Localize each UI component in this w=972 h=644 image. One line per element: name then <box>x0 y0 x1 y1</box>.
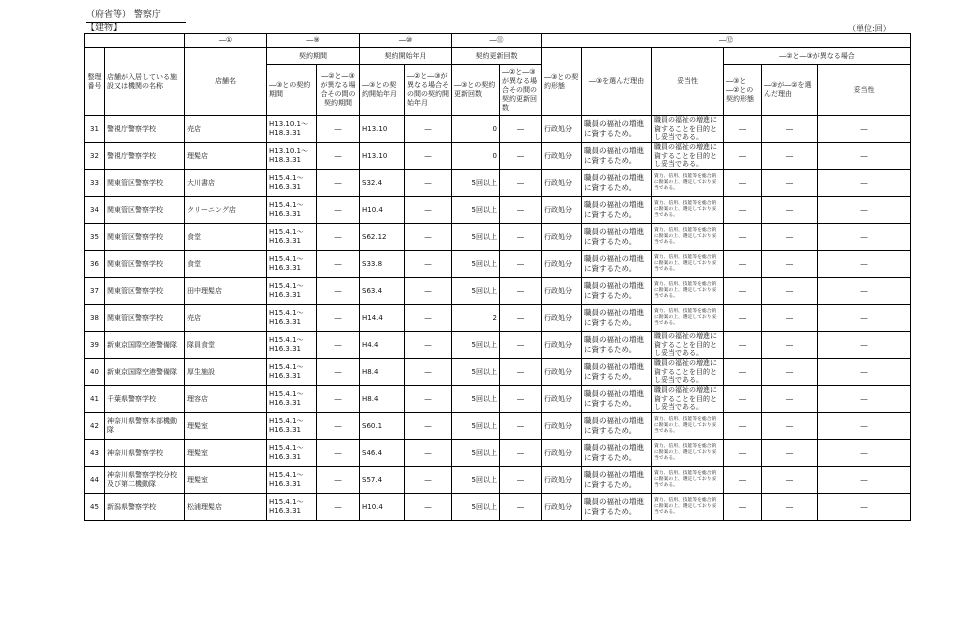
cell-diff-form: ― <box>724 386 762 413</box>
cell-diff-form: ― <box>724 359 762 386</box>
cell-period-b: ― <box>317 170 360 197</box>
cell-diff-validity: ― <box>818 170 911 197</box>
cell-start: H14.4 <box>360 305 405 332</box>
cell-form: 行政処分 <box>542 170 582 197</box>
cell-reason: 職員の福祉の増進に資するため。 <box>582 413 652 440</box>
table-row <box>85 278 911 305</box>
cell-store: クリーニング店 <box>185 197 267 224</box>
cell-facility: 新潟県警察学校 <box>105 494 185 521</box>
unit-label: （単位:回） <box>848 24 891 33</box>
cell-diff-form: ― <box>724 440 762 467</box>
cell-diff-validity: ― <box>818 305 911 332</box>
cell-renew: 5回以上 <box>452 224 500 251</box>
cell-diff-reason: ― <box>762 413 818 440</box>
col-header-form: ―③との契約形態 <box>542 48 582 116</box>
cell-diff-validity: ― <box>818 467 911 494</box>
cell-reason: 職員の福祉の増進に資するため。 <box>582 440 652 467</box>
cell-no: 32 <box>85 143 105 170</box>
cell-reason: 職員の福祉の増進に資するため。 <box>582 143 652 170</box>
cell-no: 33 <box>85 170 105 197</box>
cell-renew: 5回以上 <box>452 332 500 359</box>
cell-renew: 5回以上 <box>452 413 500 440</box>
cell-renew-b: ― <box>500 359 542 386</box>
cell-start-b: ― <box>405 467 452 494</box>
cell-start-b: ― <box>405 197 452 224</box>
cell-validity: 資力、信用、技能等を総合的に勘案の上、選定しており妥当である。 <box>652 278 724 305</box>
table-row <box>85 386 911 413</box>
cell-form: 行政処分 <box>542 251 582 278</box>
cell-period: H13.10.1～H18.3.31 <box>267 116 317 143</box>
cell-facility: 神奈川県警察本部機動隊 <box>105 413 185 440</box>
cell-reason: 職員の福祉の増進に資するため。 <box>582 386 652 413</box>
cell-renew: 5回以上 <box>452 440 500 467</box>
group-header-10: ―⑩ <box>360 34 452 48</box>
sub-header-period: 契約期間 <box>267 48 360 65</box>
cell-diff-reason: ― <box>762 359 818 386</box>
table-row <box>85 251 911 278</box>
cell-renew: 5回以上 <box>452 278 500 305</box>
cell-renew-b: ― <box>500 467 542 494</box>
cell-period: H15.4.1～H16.3.31 <box>267 467 317 494</box>
cell-facility: 神奈川県警察学校 <box>105 440 185 467</box>
cell-facility: 千葉県警察学校 <box>105 386 185 413</box>
cell-renew-b: ― <box>500 251 542 278</box>
cell-period-b: ― <box>317 224 360 251</box>
cell-no: 45 <box>85 494 105 521</box>
cell-facility: 関東管区警察学校 <box>105 278 185 305</box>
cell-renew: 5回以上 <box>452 467 500 494</box>
table-row <box>85 413 911 440</box>
cell-start-b: ― <box>405 305 452 332</box>
cell-period: H13.10.1～H18.3.31 <box>267 143 317 170</box>
cell-start-b: ― <box>405 143 452 170</box>
group-header-row <box>85 34 911 48</box>
cell-diff-form: ― <box>724 197 762 224</box>
cell-form: 行政処分 <box>542 278 582 305</box>
cell-start-b: ― <box>405 116 452 143</box>
cell-start-b: ― <box>405 440 452 467</box>
table-row <box>85 143 911 170</box>
cell-renew: 0 <box>452 116 500 143</box>
cell-store: 理髪店 <box>185 143 267 170</box>
cell-form: 行政処分 <box>542 116 582 143</box>
cell-start-b: ― <box>405 494 452 521</box>
cell-period: H15.4.1～H16.3.31 <box>267 440 317 467</box>
category-label: 【建物】 <box>86 23 123 33</box>
table-row <box>85 467 911 494</box>
cell-form: 行政処分 <box>542 386 582 413</box>
cell-period: H15.4.1～H16.3.31 <box>267 305 317 332</box>
cell-validity: 職員の福祉の増進に資することを目的とし妥当である。 <box>652 386 724 413</box>
cell-facility: 神奈川県警察学校分校及び第二機動隊 <box>105 467 185 494</box>
cell-diff-reason: ― <box>762 332 818 359</box>
cell-no: 35 <box>85 224 105 251</box>
cell-no: 34 <box>85 197 105 224</box>
cell-no: 37 <box>85 278 105 305</box>
cell-diff-form: ― <box>724 116 762 143</box>
cell-store: 食堂 <box>185 251 267 278</box>
cell-period: H15.4.1～H16.3.31 <box>267 278 317 305</box>
cell-diff-form: ― <box>724 305 762 332</box>
cell-renew-b: ― <box>500 197 542 224</box>
cell-form: 行政処分 <box>542 359 582 386</box>
cell-validity: 資力、信用、技能等を総合的に勘案の上、選定しており妥当である。 <box>652 224 724 251</box>
cell-no: 31 <box>85 116 105 143</box>
cell-start-b: ― <box>405 413 452 440</box>
cell-diff-reason: ― <box>762 116 818 143</box>
cell-validity: 資力、信用、技能等を総合的に勘案の上、選定しており妥当である。 <box>652 494 724 521</box>
cell-store: 理髪室 <box>185 440 267 467</box>
cell-store: 理髪室 <box>185 413 267 440</box>
cell-validity: 資力、信用、技能等を総合的に勘案の上、選定しており妥当である。 <box>652 170 724 197</box>
cell-start-b: ― <box>405 332 452 359</box>
cell-store: 売店 <box>185 305 267 332</box>
cell-period-b: ― <box>317 332 360 359</box>
cell-diff-reason: ― <box>762 305 818 332</box>
cell-diff-form: ― <box>724 143 762 170</box>
sub-header-row <box>85 48 911 65</box>
cell-start: S32.4 <box>360 170 405 197</box>
cell-start: S62.12 <box>360 224 405 251</box>
cell-renew: 5回以上 <box>452 170 500 197</box>
cell-no: 42 <box>85 413 105 440</box>
cell-diff-reason: ― <box>762 143 818 170</box>
cell-validity: 資力、信用、技能等を総合的に勘案の上、選定しており妥当である。 <box>652 251 724 278</box>
cell-period-b: ― <box>317 386 360 413</box>
cell-period: H15.4.1～H16.3.31 <box>267 359 317 386</box>
cell-store: 大川書店 <box>185 170 267 197</box>
cell-facility: 関東管区警察学校 <box>105 251 185 278</box>
contract-table <box>84 33 911 521</box>
cell-diff-form: ― <box>724 251 762 278</box>
cell-renew-b: ― <box>500 332 542 359</box>
cell-period-b: ― <box>317 494 360 521</box>
cell-no: 40 <box>85 359 105 386</box>
cell-validity: 資力、信用、技能等を総合的に勘案の上、選定しており妥当である。 <box>652 440 724 467</box>
cell-diff-form: ― <box>724 332 762 359</box>
cell-diff-reason: ― <box>762 467 818 494</box>
col-header-diff-form: ―③と―②との契約形態 <box>724 65 762 116</box>
cell-diff-reason: ― <box>762 170 818 197</box>
cell-period: H15.4.1～H16.3.31 <box>267 386 317 413</box>
cell-renew: 5回以上 <box>452 197 500 224</box>
col-header-diff-validity: 妥当性 <box>818 65 911 116</box>
cell-facility: 新東京国際空港警備隊 <box>105 359 185 386</box>
col-header-no: 整理番号 <box>85 48 105 116</box>
cell-validity: 資力、信用、技能等を総合的に勘案の上、選定しており妥当である。 <box>652 197 724 224</box>
table-row <box>85 494 911 521</box>
cell-reason: 職員の福祉の増進に資するため。 <box>582 224 652 251</box>
cell-renew: 0 <box>452 143 500 170</box>
cell-diff-validity: ― <box>818 224 911 251</box>
cell-diff-reason: ― <box>762 251 818 278</box>
cell-reason: 職員の福祉の増進に資するため。 <box>582 251 652 278</box>
table-row <box>85 359 911 386</box>
cell-store: 売店 <box>185 116 267 143</box>
col-header-start-b: ―②と―③が異なる場合その間の契約開始年月 <box>405 65 452 116</box>
cell-facility: 関東管区警察学校 <box>105 170 185 197</box>
col-header-validity: 妥当性 <box>652 48 724 116</box>
table-row <box>85 170 911 197</box>
cell-diff-validity: ― <box>818 278 911 305</box>
cell-form: 行政処分 <box>542 197 582 224</box>
cell-diff-form: ― <box>724 170 762 197</box>
cell-period-b: ― <box>317 143 360 170</box>
cell-validity: 職員の福祉の増進に資することを目的とし妥当である。 <box>652 143 724 170</box>
cell-renew-b: ― <box>500 116 542 143</box>
cell-store: 厚生施設 <box>185 359 267 386</box>
cell-period-b: ― <box>317 467 360 494</box>
table-row <box>85 116 911 143</box>
cell-facility: 関東管区警察学校 <box>105 305 185 332</box>
cell-diff-validity: ― <box>818 143 911 170</box>
cell-period-b: ― <box>317 305 360 332</box>
cell-period-b: ― <box>317 197 360 224</box>
cell-reason: 職員の福祉の増進に資するため。 <box>582 116 652 143</box>
cell-renew-b: ― <box>500 386 542 413</box>
cell-period-b: ― <box>317 251 360 278</box>
cell-diff-form: ― <box>724 224 762 251</box>
sub-header-renew: 契約更新回数 <box>452 48 542 65</box>
cell-period-b: ― <box>317 359 360 386</box>
col-header-store: 店舗名 <box>185 48 267 116</box>
col-header-renew-a: ―③との契約更新回数 <box>452 65 500 116</box>
cell-reason: 職員の福祉の増進に資するため。 <box>582 278 652 305</box>
cell-no: 38 <box>85 305 105 332</box>
cell-facility: 警視庁警察学校 <box>105 143 185 170</box>
cell-no: 43 <box>85 440 105 467</box>
cell-store: 田中理髪店 <box>185 278 267 305</box>
table-row <box>85 305 911 332</box>
cell-diff-reason: ― <box>762 224 818 251</box>
cell-store: 松浦理髪店 <box>185 494 267 521</box>
cell-reason: 職員の福祉の増進に資するため。 <box>582 494 652 521</box>
cell-reason: 職員の福祉の増進に資するため。 <box>582 359 652 386</box>
cell-start-b: ― <box>405 278 452 305</box>
cell-reason: 職員の福祉の増進に資するため。 <box>582 467 652 494</box>
table-row <box>85 224 911 251</box>
cell-form: 行政処分 <box>542 467 582 494</box>
cell-start: S46.4 <box>360 440 405 467</box>
cell-form: 行政処分 <box>542 224 582 251</box>
cell-period: H15.4.1～H16.3.31 <box>267 251 317 278</box>
cell-renew-b: ― <box>500 413 542 440</box>
cell-period-b: ― <box>317 413 360 440</box>
cell-store: 理髪室 <box>185 467 267 494</box>
cell-renew: 5回以上 <box>452 359 500 386</box>
cell-start: H8.4 <box>360 386 405 413</box>
col-header-period-a: ―③との契約期間 <box>267 65 317 116</box>
cell-no: 36 <box>85 251 105 278</box>
cell-start: H10.4 <box>360 197 405 224</box>
col-header-facility: 店舗が入居している施設又は機関の名称 <box>105 48 185 116</box>
cell-reason: 職員の福祉の増進に資するため。 <box>582 197 652 224</box>
cell-renew-b: ― <box>500 440 542 467</box>
cell-period-b: ― <box>317 116 360 143</box>
cell-store: 理容店 <box>185 386 267 413</box>
cell-diff-validity: ― <box>818 494 911 521</box>
cell-reason: 職員の福祉の増進に資するため。 <box>582 332 652 359</box>
sub-header-start: 契約開始年月 <box>360 48 452 65</box>
cell-renew-b: ― <box>500 494 542 521</box>
cell-period: H15.4.1～H16.3.31 <box>267 224 317 251</box>
table-row <box>85 440 911 467</box>
cell-diff-validity: ― <box>818 332 911 359</box>
cell-start: H13.10 <box>360 143 405 170</box>
cell-renew: 2 <box>452 305 500 332</box>
cell-diff-reason: ― <box>762 386 818 413</box>
cell-facility: 警視庁警察学校 <box>105 116 185 143</box>
cell-start-b: ― <box>405 170 452 197</box>
cell-start: H13.10 <box>360 116 405 143</box>
cell-period: H15.4.1～H16.3.31 <box>267 332 317 359</box>
cell-form: 行政処分 <box>542 143 582 170</box>
cell-reason: 職員の福祉の増進に資するため。 <box>582 170 652 197</box>
cell-start-b: ― <box>405 386 452 413</box>
cell-renew-b: ― <box>500 224 542 251</box>
cell-start: H4.4 <box>360 332 405 359</box>
cell-validity: 資力、信用、技能等を総合的に勘案の上、選定しており妥当である。 <box>652 467 724 494</box>
cell-start-b: ― <box>405 359 452 386</box>
table-body <box>85 116 911 521</box>
cell-reason: 職員の福祉の増進に資するため。 <box>582 305 652 332</box>
cell-validity: 職員の福祉の増進に資することを目的とし妥当である。 <box>652 332 724 359</box>
cell-period-b: ― <box>317 440 360 467</box>
cell-form: 行政処分 <box>542 305 582 332</box>
cell-no: 39 <box>85 332 105 359</box>
cell-no: 41 <box>85 386 105 413</box>
cell-form: 行政処分 <box>542 332 582 359</box>
cell-renew: 5回以上 <box>452 494 500 521</box>
cell-start-b: ― <box>405 224 452 251</box>
cell-start-b: ― <box>405 251 452 278</box>
cell-diff-form: ― <box>724 494 762 521</box>
cell-diff-validity: ― <box>818 116 911 143</box>
cell-diff-validity: ― <box>818 197 911 224</box>
sub-header-diff: ―②と―③が異なる場合 <box>724 48 911 65</box>
group-header-blank <box>85 34 185 48</box>
cell-period: H15.4.1～H16.3.31 <box>267 170 317 197</box>
cell-start: S57.4 <box>360 467 405 494</box>
cell-period: H15.4.1～H16.3.31 <box>267 413 317 440</box>
cell-renew-b: ― <box>500 278 542 305</box>
cell-facility: 関東管区警察学校 <box>105 197 185 224</box>
cell-start: S60.1 <box>360 413 405 440</box>
cell-form: 行政処分 <box>542 494 582 521</box>
cell-store: 食堂 <box>185 224 267 251</box>
cell-renew: 5回以上 <box>452 251 500 278</box>
cell-period: H15.4.1～H16.3.31 <box>267 197 317 224</box>
cell-diff-validity: ― <box>818 413 911 440</box>
cell-no: 44 <box>85 467 105 494</box>
col-header-start-a: ―③との契約開始年月 <box>360 65 405 116</box>
cell-renew-b: ― <box>500 170 542 197</box>
cell-validity: 資力、信用、技能等を総合的に勘案の上、選定しており妥当である。 <box>652 305 724 332</box>
agency-label: （府省等） 警察庁 <box>86 10 161 20</box>
cell-form: 行政処分 <box>542 413 582 440</box>
cell-diff-validity: ― <box>818 440 911 467</box>
cell-facility: 関東管区警察学校 <box>105 224 185 251</box>
cell-diff-form: ― <box>724 413 762 440</box>
table-row <box>85 332 911 359</box>
cell-facility: 新東京国際空港警備隊 <box>105 332 185 359</box>
cell-diff-reason: ― <box>762 278 818 305</box>
table-row <box>85 197 911 224</box>
cell-diff-form: ― <box>724 278 762 305</box>
cell-validity: 資力、信用、技能等を総合的に勘案の上、選定しており妥当である。 <box>652 413 724 440</box>
cell-diff-validity: ― <box>818 251 911 278</box>
cell-validity: 職員の福祉の増進に資することを目的とし妥当である。 <box>652 359 724 386</box>
col-header-period-b: ―②と―③が異なる場合その間の契約期間 <box>317 65 360 116</box>
col-header-diff-reason: ―③が―②を選んだ理由 <box>762 65 818 116</box>
cell-form: 行政処分 <box>542 440 582 467</box>
cell-renew-b: ― <box>500 143 542 170</box>
group-header-9: ―⑨ <box>267 34 360 48</box>
cell-start: H10.4 <box>360 494 405 521</box>
group-header-11: ―⑪ <box>452 34 542 48</box>
cell-diff-reason: ― <box>762 440 818 467</box>
cell-diff-reason: ― <box>762 197 818 224</box>
cell-start: S63.4 <box>360 278 405 305</box>
cell-renew-b: ― <box>500 305 542 332</box>
col-header-renew-b: ―②と―③が異なる場合その間の契約更新回数 <box>500 65 542 116</box>
cell-start: S33.8 <box>360 251 405 278</box>
cell-store: 隊員食堂 <box>185 332 267 359</box>
cell-validity: 職員の福祉の増進に資することを目的とし妥当である。 <box>652 116 724 143</box>
col-header-reason: ―③を選んだ理由 <box>582 48 652 116</box>
cell-renew: 5回以上 <box>452 386 500 413</box>
cell-period-b: ― <box>317 278 360 305</box>
group-header-1: ―① <box>185 34 267 48</box>
cell-start: H8.4 <box>360 359 405 386</box>
cell-diff-validity: ― <box>818 386 911 413</box>
cell-diff-reason: ― <box>762 494 818 521</box>
cell-diff-form: ― <box>724 467 762 494</box>
cell-period: H15.4.1～H16.3.31 <box>267 494 317 521</box>
group-header-12: ―⑫ <box>542 34 911 48</box>
cell-diff-validity: ― <box>818 359 911 386</box>
